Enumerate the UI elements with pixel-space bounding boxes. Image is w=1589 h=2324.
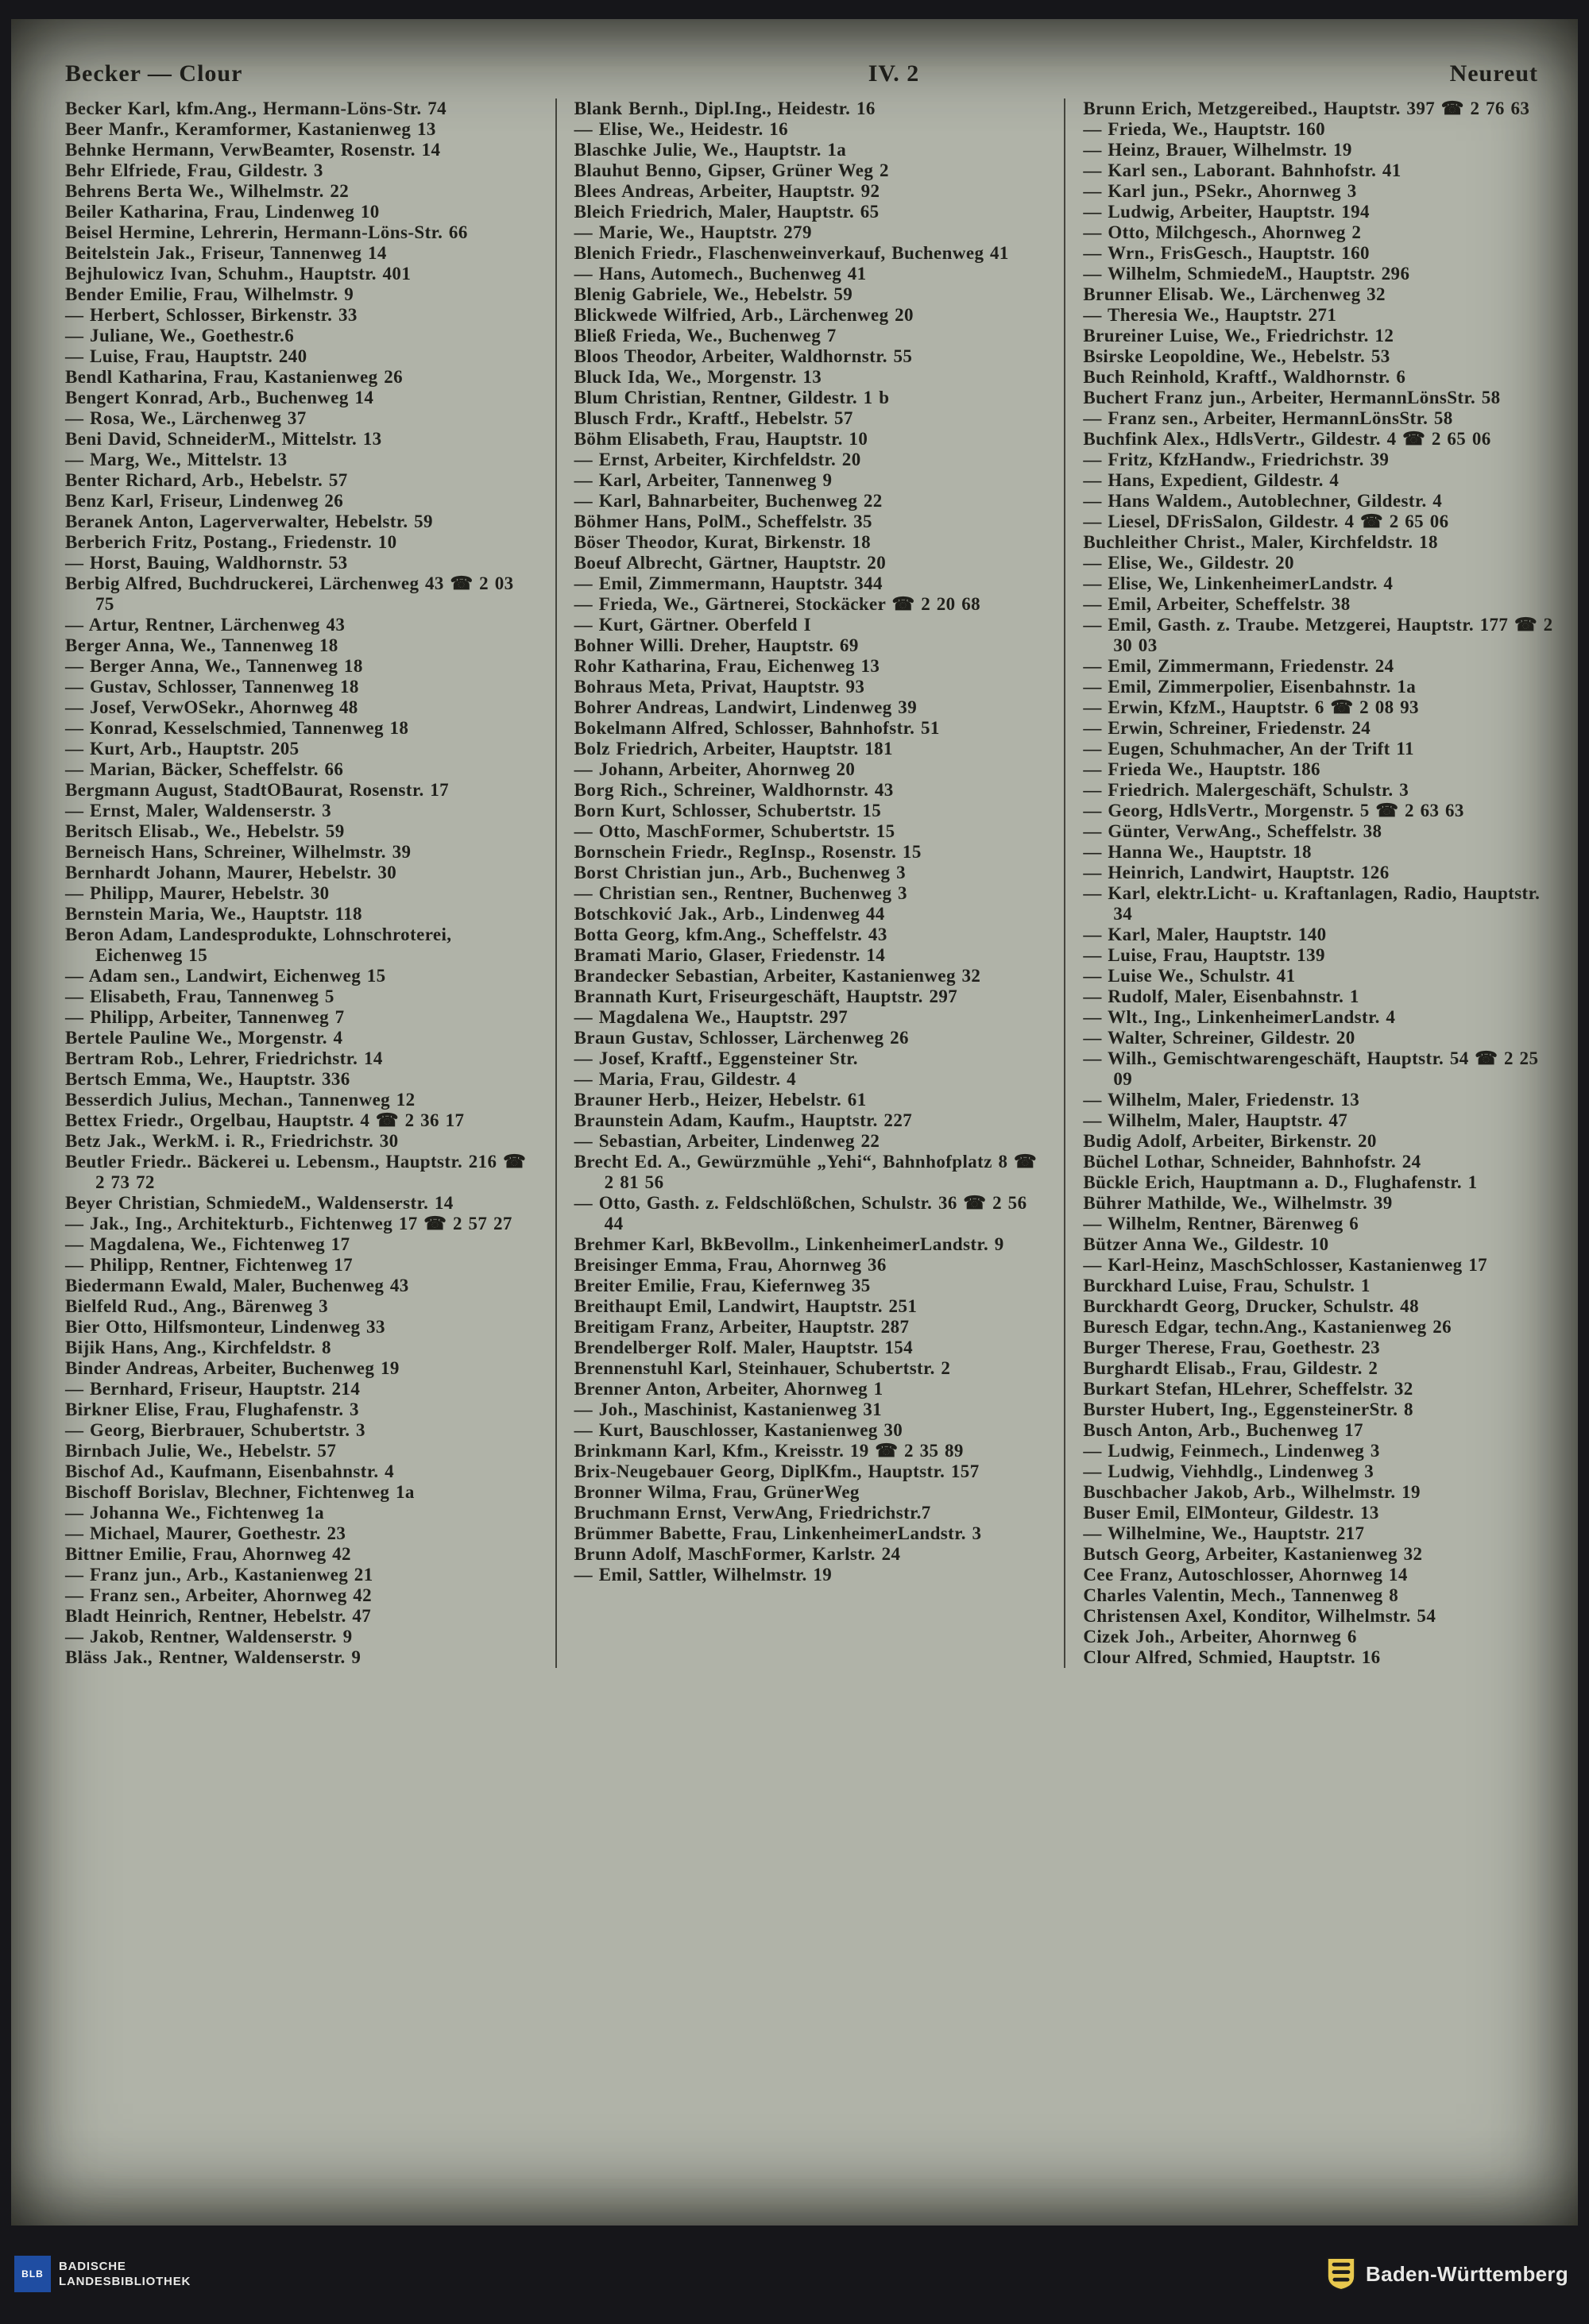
directory-entry: — Emil, Sattler, Wilhelmstr. 19 xyxy=(574,1565,833,1585)
directory-entry: Beranek Anton, Lagerverwalter, Hebelstr. 59 xyxy=(65,512,433,531)
baden-wuerttemberg-crest-icon xyxy=(1326,2256,1356,2291)
directory-entry: Buchert Franz jun., Arbeiter, HermannLönsStr. 58 xyxy=(1083,388,1501,407)
directory-entry: Bernhardt Johann, Maurer, Hebelstr. 30 xyxy=(65,863,397,882)
directory-entry: — Christian sen., Rentner, Buchenweg 3 xyxy=(574,883,907,903)
directory-entry: Brendelberger Rolf. Maler, Hauptstr. 154 xyxy=(574,1338,914,1357)
directory-entry: Binder Andreas, Arbeiter, Buchenweg 19 xyxy=(65,1358,400,1378)
directory-entry: — Günter, VerwAng., Scheffelstr. 38 xyxy=(1083,821,1382,841)
directory-entry: — Hans, Expedient, Gildestr. 4 xyxy=(1083,470,1340,490)
directory-entry: Bohraus Meta, Privat, Hauptstr. 93 xyxy=(574,677,865,697)
directory-entry: — Rudolf, Maler, Eisenbahnstr. 1 xyxy=(1083,986,1359,1006)
directory-entry: — Wilhelm, SchmiedeM., Hauptstr. 296 xyxy=(1083,264,1410,284)
directory-entry: Beron Adam, Landesprodukte, Lohnschroterei, Eichenweg 15 xyxy=(65,925,452,965)
directory-entry: Berger Anna, We., Tannenweg 18 xyxy=(65,635,338,655)
bw-state-name: Baden-Württemberg xyxy=(1366,2261,1568,2286)
directory-entry: Betz Jak., WerkM. i. R., Friedrichstr. 30 xyxy=(65,1131,399,1151)
directory-entry: — Jakob, Rentner, Waldenserstr. 9 xyxy=(65,1627,353,1646)
directory-entry: Burster Hubert, Ing., EggensteinerStr. 8 xyxy=(1083,1399,1413,1419)
directory-entry: Bischof Ad., Kaufmann, Eisenbahnstr. 4 xyxy=(65,1461,395,1481)
directory-entry: — Adam sen., Landwirt, Eichenweg 15 xyxy=(65,966,386,986)
directory-entry: — Horst, Bauing, Waldhornstr. 53 xyxy=(65,553,348,573)
directory-entry: Bladt Heinrich, Rentner, Hebelstr. 47 xyxy=(65,1606,372,1626)
directory-entry: Birnbach Julie, We., Hebelstr. 57 xyxy=(65,1441,337,1461)
directory-entry: — Otto, MaschFormer, Schubertstr. 15 xyxy=(574,821,895,841)
scan-footer xyxy=(0,2230,1589,2324)
directory-entry: Blank Bernh., Dipl.Ing., Heidestr. 16 xyxy=(574,98,876,118)
directory-entry: — Franz sen., Arbeiter, HermannLönsStr. 58 xyxy=(1083,408,1453,428)
directory-entry: — Josef, VerwOSekr., Ahornweg 48 xyxy=(65,697,358,717)
directory-entry: Bornschein Friedr., RegInsp., Rosenstr. 15 xyxy=(574,842,922,862)
directory-entry: — Theresia We., Hauptstr. 271 xyxy=(1083,305,1337,325)
directory-entry: Breithaupt Emil, Landwirt, Hauptstr. 251 xyxy=(574,1296,918,1316)
directory-column-1 xyxy=(65,98,538,1668)
directory-entry: — Josef, Kraftf., Eggensteiner Str. xyxy=(574,1048,858,1068)
directory-entry: — Eugen, Schuhmacher, An der Trift 11 xyxy=(1083,739,1414,759)
directory-entry: Busch Anton, Arb., Buchenweg 17 xyxy=(1083,1420,1363,1440)
directory-entry: — Sebastian, Arbeiter, Lindenweg 22 xyxy=(574,1131,880,1151)
directory-entry: — Hans Waldem., Autoblechner, Gildestr. 4 xyxy=(1083,491,1443,511)
blb-logo xyxy=(14,2256,191,2292)
directory-entry: Bokelmann Alfred, Schlosser, Bahnhofstr. 51 xyxy=(574,718,940,738)
directory-entry: Bluck Ida, We., Morgenstr. 13 xyxy=(574,367,822,387)
directory-entry: Bleich Friedrich, Maler, Hauptstr. 65 xyxy=(574,202,880,222)
directory-entry: — Franz jun., Arb., Kastanienweg 21 xyxy=(65,1565,373,1585)
directory-entry: — Magdalena We., Hauptstr. 297 xyxy=(574,1007,849,1027)
directory-entry: Behnke Hermann, VerwBeamter, Rosenstr. 14 xyxy=(65,140,441,160)
directory-entry: — Marian, Bäcker, Scheffelstr. 66 xyxy=(65,759,344,779)
directory-entry: Breisinger Emma, Frau, Ahornweg 36 xyxy=(574,1255,887,1275)
directory-entry: Boeuf Albrecht, Gärtner, Hauptstr. 20 xyxy=(574,553,887,573)
directory-entry: — Fritz, KfzHandw., Friedrichstr. 39 xyxy=(1083,450,1390,469)
directory-entry: — Ludwig, Viehhdlg., Lindenweg 3 xyxy=(1083,1461,1374,1481)
directory-entry: Bejhulowicz Ivan, Schuhm., Hauptstr. 401 xyxy=(65,264,412,284)
directory-entry: Burckhard Luise, Frau, Schulstr. 1 xyxy=(1083,1276,1371,1295)
directory-entry: Bettex Friedr., Orgelbau, Hauptstr. 4 ☎ 2 36 17 xyxy=(65,1110,465,1130)
directory-entry: — Elise, We., Gildestr. 20 xyxy=(1083,553,1294,573)
directory-entry: Botschković Jak., Arb., Lindenweg 44 xyxy=(574,904,885,924)
directory-entry: — Michael, Maurer, Goethestr. 23 xyxy=(65,1523,346,1543)
blb-abbr: BLB xyxy=(21,2268,44,2280)
bw-logo xyxy=(1326,2256,1568,2291)
directory-entry: — Johanna We., Fichtenweg 1a xyxy=(65,1503,325,1523)
directory-entry: Born Kurt, Schlosser, Schubertstr. 15 xyxy=(574,801,882,820)
directory-entry: Buschbacher Jakob, Arb., Wilhelmstr. 19 xyxy=(1083,1482,1421,1502)
directory-entry: Bließ Frieda, We., Buchenweg 7 xyxy=(574,326,837,346)
directory-entry: Beisel Hermine, Lehrerin, Hermann-Löns-Str. 66 xyxy=(65,222,468,242)
directory-entry: Bohner Willi. Dreher, Hauptstr. 69 xyxy=(574,635,859,655)
directory-entry: Blenig Gabriele, We., Hebelstr. 59 xyxy=(574,284,853,304)
directory-entry: — Elisabeth, Frau, Tannenweg 5 xyxy=(65,986,334,1006)
directory-entry: Braun Gustav, Schlosser, Lärchenweg 26 xyxy=(574,1028,909,1048)
directory-entry: — Juliane, We., Goethestr.6 xyxy=(65,326,295,346)
directory-entry: Brannath Kurt, Friseurgeschäft, Hauptstr. 297 xyxy=(574,986,958,1006)
directory-entry: Biedermann Ewald, Maler, Buchenweg 43 xyxy=(65,1276,409,1295)
directory-entry: Beutler Friedr.. Bäckerei u. Lebensm., Hauptstr. 216 ☎ 2 73 72 xyxy=(65,1152,527,1192)
directory-entry: — Marie, We., Hauptstr. 279 xyxy=(574,222,812,242)
directory-entry: Buchfink Alex., HdlsVertr., Gildestr. 4 ☎ 2 65 06 xyxy=(1083,429,1491,449)
directory-entry: Burger Therese, Frau, Goethestr. 23 xyxy=(1083,1338,1381,1357)
directory-entry: Bischoff Borislav, Blechner, Fichtenweg 1a xyxy=(65,1482,415,1502)
directory-entry: — Hans, Automech., Buchenweg 41 xyxy=(574,264,867,284)
directory-entry: — Magdalena, We., Fichtenweg 17 xyxy=(65,1234,350,1254)
directory-entry: Berbig Alfred, Buchdruckerei, Lärchenweg 43 ☎ 2 03 75 xyxy=(65,573,514,614)
directory-entry: — Ernst, Arbeiter, Kirchfeldstr. 20 xyxy=(574,450,861,469)
directory-entry: Brandecker Sebastian, Arbeiter, Kastanienweg 32 xyxy=(574,966,981,986)
directory-entry: — Karl, Bahnarbeiter, Buchenweg 22 xyxy=(574,491,883,511)
directory-entry: Blauhut Benno, Gipser, Grüner Weg 2 xyxy=(574,160,889,180)
directory-entry: — Karl, elektr.Licht- u. Kraftanlagen, Radio, Hauptstr. 34 xyxy=(1083,883,1541,924)
directory-entry: Bronner Wilma, Frau, GrünerWeg xyxy=(574,1482,860,1502)
directory-entry: Borg Rich., Schreiner, Waldhornstr. 43 xyxy=(574,780,894,800)
directory-entry: Böser Theodor, Kurat, Birkenstr. 18 xyxy=(574,532,872,552)
directory-entry: — Emil, Zimmermann, Hauptstr. 344 xyxy=(574,573,883,593)
directory-entry: — Ludwig, Feinmech., Lindenweg 3 xyxy=(1083,1441,1380,1461)
directory-entry: — Joh., Maschinist, Kastanienweg 31 xyxy=(574,1399,883,1419)
directory-entry: — Marg, We., Mittelstr. 13 xyxy=(65,450,288,469)
directory-entry: — Karl, Arbeiter, Tannenweg 9 xyxy=(574,470,833,490)
page-header xyxy=(65,60,1538,87)
directory-entry: Bertram Rob., Lehrer, Friedrichstr. 14 xyxy=(65,1048,383,1068)
directory-entry: — Wilhelm, Rentner, Bärenweg 6 xyxy=(1083,1214,1359,1233)
directory-entry: — Luise, Frau, Hauptstr. 139 xyxy=(1083,945,1325,965)
directory-entry: Bernstein Maria, We., Hauptstr. 118 xyxy=(65,904,362,924)
directory-entry: — Rosa, We., Lärchenweg 37 xyxy=(65,408,307,428)
directory-entry: — Wilh., Gemischtwarengeschäft, Hauptstr. 54 ☎ 2 25 09 xyxy=(1083,1048,1539,1089)
directory-entry: Brureiner Luise, We., Friedrichstr. 12 xyxy=(1083,326,1394,346)
directory-entry: Blenich Friedr., Flaschenweinverkauf, Buchenweg 41 xyxy=(574,243,1009,263)
directory-entry: — Berger Anna, We., Tannenweg 18 xyxy=(65,656,363,676)
directory-entry: Bengert Konrad, Arb., Buchenweg 14 xyxy=(65,388,374,407)
directory-entry: Rohr Katharina, Frau, Eichenweg 13 xyxy=(574,656,880,676)
directory-entry: Bergmann August, StadtOBaurat, Rosenstr. 17 xyxy=(65,780,450,800)
directory-entry: — Karl sen., Laborant. Bahnhofstr. 41 xyxy=(1083,160,1401,180)
directory-entry: — Friedrich. Malergeschäft, Schulstr. 3 xyxy=(1083,780,1409,800)
directory-column-2 xyxy=(555,98,1047,1668)
directory-entry: Buresch Edgar, techn.Ang., Kastanienweg 26 xyxy=(1083,1317,1452,1337)
directory-entry: — Philipp, Maurer, Hebelstr. 30 xyxy=(65,883,330,903)
directory-entry: — Elise, We, LinkenheimerLandstr. 4 xyxy=(1083,573,1394,593)
directory-entry: Bruchmann Ernst, VerwAng, Friedrichstr.7 xyxy=(574,1503,931,1523)
directory-entry: Cizek Joh., Arbeiter, Ahornweg 6 xyxy=(1083,1627,1357,1646)
blb-line1: BADISCHE xyxy=(59,2260,126,2273)
directory-entry: Besserdich Julius, Mechan., Tannenweg 12 xyxy=(65,1090,416,1110)
directory-columns xyxy=(65,98,1556,1668)
directory-entry: — Liesel, DFrisSalon, Gildestr. 4 ☎ 2 65 06 xyxy=(1083,512,1449,531)
directory-entry: — Wilhelm, Maler, Hauptstr. 47 xyxy=(1083,1110,1348,1130)
directory-entry: Berneisch Hans, Schreiner, Wilhelmstr. 39 xyxy=(65,842,412,862)
directory-entry: Cee Franz, Autoschlosser, Ahornweg 14 xyxy=(1083,1565,1408,1585)
directory-entry: Bittner Emilie, Frau, Ahornweg 42 xyxy=(65,1544,351,1564)
directory-entry: — Heinrich, Landwirt, Hauptstr. 126 xyxy=(1083,863,1390,882)
directory-entry: Behr Elfriede, Frau, Gildestr. 3 xyxy=(65,160,323,180)
directory-entry: Buser Emil, ElMonteur, Gildestr. 13 xyxy=(1083,1503,1379,1523)
directory-entry: Bützer Anna We., Gildestr. 10 xyxy=(1083,1234,1329,1254)
directory-entry: — Walter, Schreiner, Gildestr. 20 xyxy=(1083,1028,1355,1048)
directory-entry: — Wrn., FrisGesch., Hauptstr. 160 xyxy=(1083,243,1370,263)
directory-entry: Brennenstuhl Karl, Steinhauer, Schubertstr. 2 xyxy=(574,1358,951,1378)
header-name-range: Becker — Clour xyxy=(65,60,243,87)
directory-entry: — Emil, Gasth. z. Traube. Metzgerei, Hauptstr. 177 ☎ 2 30 03 xyxy=(1083,615,1553,655)
directory-entry: Bsirske Leopoldine, We., Hebelstr. 53 xyxy=(1083,346,1390,366)
directory-entry: Breitigam Franz, Arbeiter, Hauptstr. 287 xyxy=(574,1317,910,1337)
directory-entry: Böhm Elisabeth, Frau, Hauptstr. 10 xyxy=(574,429,868,449)
directory-entry: Christensen Axel, Konditor, Wilhelmstr. 54 xyxy=(1083,1606,1436,1626)
directory-entry: — Luise, Frau, Hauptstr. 240 xyxy=(65,346,307,366)
directory-entry: Brehmer Karl, BkBevollm., LinkenheimerLandstr. 9 xyxy=(574,1234,1004,1254)
directory-entry: Bier Otto, Hilfsmonteur, Lindenweg 33 xyxy=(65,1317,385,1337)
directory-entry: — Konrad, Kesselschmied, Tannenweg 18 xyxy=(65,718,409,738)
directory-entry: Brunn Erich, Metzgereibed., Hauptstr. 397 ☎ 2 76 63 xyxy=(1083,98,1530,118)
directory-entry: Blaschke Julie, We., Hauptstr. 1a xyxy=(574,140,847,160)
directory-entry: — Artur, Rentner, Lärchenweg 43 xyxy=(65,615,346,635)
directory-entry: Bertsch Emma, We., Hauptstr. 336 xyxy=(65,1069,350,1089)
directory-entry: Bijik Hans, Ang., Kirchfeldstr. 8 xyxy=(65,1338,331,1357)
directory-entry: — Franz sen., Arbeiter, Ahornweg 42 xyxy=(65,1585,373,1605)
directory-entry: — Johann, Arbeiter, Ahornweg 20 xyxy=(574,759,856,779)
directory-entry: Bielfeld Rud., Ang., Bärenweg 3 xyxy=(65,1296,329,1316)
directory-entry: — Kurt, Gärtner. Oberfeld I xyxy=(574,615,811,635)
directory-entry: — Philipp, Rentner, Fichtenweg 17 xyxy=(65,1255,354,1275)
blb-logo-icon xyxy=(14,2256,51,2292)
directory-entry: Charles Valentin, Mech., Tannenweg 8 xyxy=(1083,1585,1399,1605)
directory-entry: Becker Karl, kfm.Ang., Hermann-Löns-Str. 74 xyxy=(65,98,447,118)
directory-entry: — Jak., Ing., Architekturb., Fichtenweg 17 ☎ 2 57 27 xyxy=(65,1214,512,1233)
directory-entry: Butsch Georg, Arbeiter, Kastanienweg 32 xyxy=(1083,1544,1423,1564)
directory-entry: Bolz Friedrich, Arbeiter, Hauptstr. 181 xyxy=(574,739,893,759)
directory-entry: Bloos Theodor, Arbeiter, Waldhornstr. 55 xyxy=(574,346,913,366)
directory-entry: Clour Alfred, Schmied, Hauptstr. 16 xyxy=(1083,1647,1381,1667)
directory-entry: Burghardt Elisab., Frau, Gildestr. 2 xyxy=(1083,1358,1378,1378)
directory-entry: Beyer Christian, SchmiedeM., Waldenserstr. 14 xyxy=(65,1193,454,1213)
directory-entry: Budig Adolf, Arbeiter, Birkenstr. 20 xyxy=(1083,1131,1377,1151)
directory-entry: — Wilhelmine, We., Hauptstr. 217 xyxy=(1083,1523,1365,1543)
directory-entry: Buchleither Christ., Maler, Kirchfeldstr. 18 xyxy=(1083,532,1438,552)
directory-entry: — Erwin, KfzM., Hauptstr. 6 ☎ 2 08 93 xyxy=(1083,697,1419,717)
directory-entry: Bohrer Andreas, Landwirt, Lindenweg 39 xyxy=(574,697,918,717)
directory-entry: Borst Christian jun., Arb., Buchenweg 3 xyxy=(574,863,907,882)
directory-entry: Blickwede Wilfried, Arb., Lärchenweg 20 xyxy=(574,305,914,325)
directory-entry: Beer Manfr., Keramformer, Kastanienweg 13 xyxy=(65,119,436,139)
directory-entry: Brauner Herb., Heizer, Hebelstr. 61 xyxy=(574,1090,867,1110)
directory-entry: — Otto, Milchgesch., Ahornweg 2 xyxy=(1083,222,1362,242)
directory-entry: — Emil, Zimmerpolier, Eisenbahnstr. 1a xyxy=(1083,677,1417,697)
directory-entry: — Emil, Arbeiter, Scheffelstr. 38 xyxy=(1083,594,1351,614)
directory-entry: — Bernhard, Friseur, Hauptstr. 214 xyxy=(65,1379,361,1399)
directory-entry: Büchel Lothar, Schneider, Bahnhofstr. 24 xyxy=(1083,1152,1421,1172)
directory-entry: — Kurt, Bauschlosser, Kastanienweg 30 xyxy=(574,1420,903,1440)
directory-entry: Burckhardt Georg, Drucker, Schulstr. 48 xyxy=(1083,1296,1419,1316)
directory-entry: Benz Karl, Friseur, Lindenweg 26 xyxy=(65,491,344,511)
header-district: Neureut xyxy=(1449,60,1538,87)
directory-entry: — Hanna We., Hauptstr. 18 xyxy=(1083,842,1312,862)
directory-entry: — Wlt., Ing., LinkenheimerLandstr. 4 xyxy=(1083,1007,1396,1027)
directory-entry: Brinkmann Karl, Kfm., Kreisstr. 19 ☎ 2 35 89 xyxy=(574,1441,964,1461)
directory-entry: Blusch Frdr., Kraftf., Hebelstr. 57 xyxy=(574,408,853,428)
directory-column-3 xyxy=(1064,98,1556,1668)
directory-entry: Botta Georg, kfm.Ang., Scheffelstr. 43 xyxy=(574,925,887,944)
directory-entry: — Georg, Bierbrauer, Schubertstr. 3 xyxy=(65,1420,365,1440)
directory-entry: Benter Richard, Arb., Hebelstr. 57 xyxy=(65,470,348,490)
directory-entry: Brecht Ed. A., Gewürzmühle „Yehi“, Bahnhofplatz 8 ☎ 2 81 56 xyxy=(574,1152,1038,1192)
directory-entry: Böhmer Hans, PolM., Scheffelstr. 35 xyxy=(574,512,872,531)
directory-entry: Brenner Anton, Arbeiter, Ahornweg 1 xyxy=(574,1379,883,1399)
directory-entry: Burkart Stefan, HLehrer, Scheffelstr. 32 xyxy=(1083,1379,1413,1399)
directory-entry: — Frieda, We., Hauptstr. 160 xyxy=(1083,119,1326,139)
directory-entry: Berberich Fritz, Postang., Friedenstr. 10 xyxy=(65,532,397,552)
directory-entry: — Maria, Frau, Gildestr. 4 xyxy=(574,1069,797,1089)
directory-page xyxy=(11,19,1578,2226)
directory-entry: Birkner Elise, Frau, Flughafenstr. 3 xyxy=(65,1399,359,1419)
directory-entry: — Elise, We., Heidestr. 16 xyxy=(574,119,789,139)
directory-entry: Bläss Jak., Rentner, Waldenserstr. 9 xyxy=(65,1647,361,1667)
directory-entry: Beiler Katharina, Frau, Lindenweg 10 xyxy=(65,202,380,222)
directory-entry: Bender Emilie, Frau, Wilhelmstr. 9 xyxy=(65,284,354,304)
directory-entry: Beritsch Elisab., We., Hebelstr. 59 xyxy=(65,821,345,841)
directory-entry: Bendl Katharina, Frau, Kastanienweg 26 xyxy=(65,367,404,387)
directory-entry: Brix-Neugebauer Georg, DiplKfm., Hauptstr. 157 xyxy=(574,1461,980,1481)
directory-entry: — Herbert, Schlosser, Birkenstr. 33 xyxy=(65,305,358,325)
directory-entry: — Frieda We., Hauptstr. 186 xyxy=(1083,759,1320,779)
directory-entry: — Karl jun., PSekr., Ahornweg 3 xyxy=(1083,181,1357,201)
directory-entry: — Georg, HdlsVertr., Morgenstr. 5 ☎ 2 63 63 xyxy=(1083,801,1464,820)
directory-entry: — Frieda, We., Gärtnerei, Stockäcker ☎ 2 20 68 xyxy=(574,594,980,614)
header-page-number: IV. 2 xyxy=(868,60,920,87)
directory-entry: Bramati Mario, Glaser, Friedenstr. 14 xyxy=(574,945,886,965)
directory-entry: — Philipp, Arbeiter, Tannenweg 7 xyxy=(65,1007,345,1027)
directory-entry: Bertele Pauline We., Morgenstr. 4 xyxy=(65,1028,343,1048)
directory-entry: — Gustav, Schlosser, Tannenweg 18 xyxy=(65,677,359,697)
directory-entry: — Heinz, Brauer, Wilhelmstr. 19 xyxy=(1083,140,1352,160)
directory-entry: — Erwin, Schreiner, Friedenstr. 24 xyxy=(1083,718,1371,738)
directory-entry: — Otto, Gasth. z. Feldschlößchen, Schulstr. 36 ☎ 2 56 44 xyxy=(574,1193,1027,1233)
directory-entry: Beni David, SchneiderM., Mittelstr. 13 xyxy=(65,429,382,449)
directory-entry: Blum Christian, Rentner, Gildestr. 1 b xyxy=(574,388,890,407)
directory-entry: Brunner Elisab. We., Lärchenweg 32 xyxy=(1083,284,1386,304)
directory-entry: — Karl-Heinz, MaschSchlosser, Kastanienweg 17 xyxy=(1083,1255,1488,1275)
directory-entry: Brunn Adolf, MaschFormer, Karlstr. 24 xyxy=(574,1544,901,1564)
directory-entry: — Ludwig, Arbeiter, Hauptstr. 194 xyxy=(1083,202,1370,222)
directory-entry: Bückle Erich, Hauptmann a. D., Flughafenstr. 1 xyxy=(1083,1172,1478,1192)
directory-entry: Bührer Mathilde, We., Wilhelmstr. 39 xyxy=(1083,1193,1393,1213)
directory-entry: — Emil, Zimmermann, Friedenstr. 24 xyxy=(1083,656,1394,676)
directory-entry: Buch Reinhold, Kraftf., Waldhornstr. 6 xyxy=(1083,367,1406,387)
directory-entry: Breiter Emilie, Frau, Kiefernweg 35 xyxy=(574,1276,871,1295)
directory-entry: — Kurt, Arb., Hauptstr. 205 xyxy=(65,739,300,759)
blb-line2: LANDESBIBLIOTHEK xyxy=(59,2275,191,2288)
directory-entry: Brümmer Babette, Frau, LinkenheimerLandstr. 3 xyxy=(574,1523,982,1543)
directory-entry: — Ernst, Maler, Waldenserstr. 3 xyxy=(65,801,332,820)
directory-entry: — Wilhelm, Maler, Friedenstr. 13 xyxy=(1083,1090,1360,1110)
directory-entry: Behrens Berta We., Wilhelmstr. 22 xyxy=(65,181,350,201)
directory-entry: — Luise We., Schulstr. 41 xyxy=(1083,966,1296,986)
directory-entry: — Karl, Maler, Hauptstr. 140 xyxy=(1083,925,1327,944)
blb-library-name xyxy=(59,2259,191,2289)
directory-entry: Beitelstein Jak., Friseur, Tannenweg 14 xyxy=(65,243,387,263)
directory-entry: Braunstein Adam, Kaufm., Hauptstr. 227 xyxy=(574,1110,913,1130)
directory-entry: Blees Andreas, Arbeiter, Hauptstr. 92 xyxy=(574,181,880,201)
